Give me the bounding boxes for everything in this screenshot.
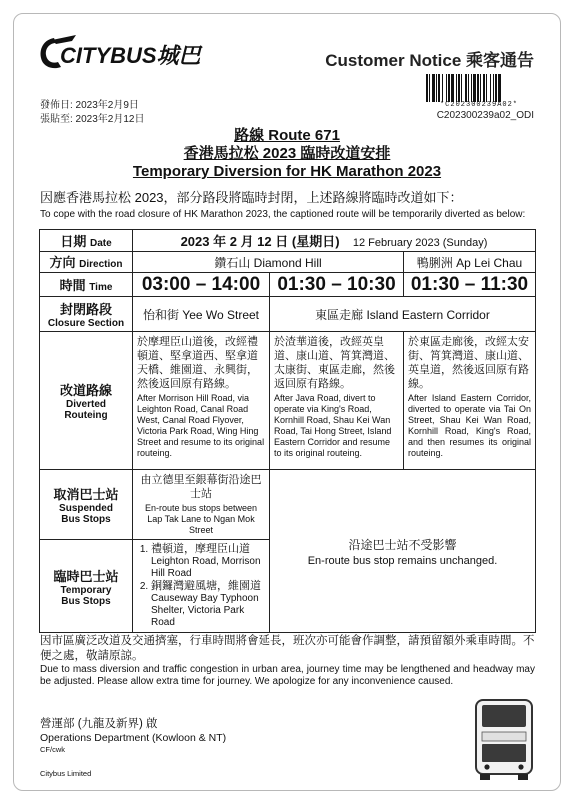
company-name: Citybus Limited [40,769,92,778]
date-value: 2023 年 2 月 12 日 (星期日) 12 February 2023 (Sunday) [133,230,536,252]
temporary-stop-item: 1. 禮頓道，摩理臣山道 Leighton Road, Morrison Hill Road [151,543,265,580]
date-label: 日期 Date [40,230,133,252]
time-row [40,273,536,297]
time-label: 時間 Time [40,273,133,297]
suspended-stops: 由立德里至銀幕街沿途巴士站 En-route bus stops between Lap Tak Lane to Ngan Mok Street [133,470,270,540]
diverted-route-3: 於東區走廊後，改經太安街、筲箕灣道、康山道、英皇道，然後返回原有路線。 After Island Eastern Corridor, diverted to operate via Tai On Street, Shau Kei Wan Road, Kornhill Road, King's Road, and then resumes its original routeing. [404,332,536,470]
diverted-route-1: 於摩理臣山道後，改經禮頓道、堅拿道西、堅拿道天橋、維園道、永興街，然後返回原有路線。 After Morrison Hill Road, via Leighton Road, Canal Road West, Canal Road Flyover, Victoria Park Road, Wing Hing Street and resume to its original routeing. [133,332,270,470]
route-title: 路線 Route 671 [234,127,340,144]
direction-label: 方向 Direction [40,252,133,273]
reference-code: CF/cwk [40,745,65,754]
barcode-icon [425,74,533,102]
date-row [40,230,536,252]
barcode-text: *C202300239A02* [439,101,518,109]
closure-yee-wo-street: 怡和街 Yee Wo Street [133,297,270,332]
title-en: Temporary Diversion for HK Marathon 2023 [132,163,442,180]
post-date: 張貼至: 2023年2月12日 [40,114,145,125]
temporary-label: 臨時巴士站 Temporary Bus Stops [40,540,133,633]
department-en: Operations Department (Kowloon & NT) [40,732,227,744]
issue-date: 發佈日: 2023年2月9日 [40,100,139,111]
notice-title: Customer Notice 乘客通告 [325,51,534,70]
closure-label: 封閉路段 Closure Section [40,297,133,332]
title-zh: 香港馬拉松 2023 臨時改道安排 [183,145,391,162]
time-slot-3: 01:30 – 11:30 [404,273,536,297]
diverted-route-2: 於渣華道後，改經英皇道、康山道、筲箕灣道、太康街、東區走廊，然後返回原有路線。 After Java Road, divert to operate via King's Road, Kornhill Road, Shau Kei Wan Road, Tai Hong Street, Island Eastern Corridor and resume to its original routeing. [270,332,404,470]
reference-number: C202300239a02_ODI [436,110,534,121]
time-slot-2: 01:30 – 10:30 [270,273,404,297]
closure-row [40,297,536,332]
temporary-stops [133,540,270,633]
direction-row [40,252,536,273]
suspended-label: 取消巴士站 Suspended Bus Stops [40,470,133,540]
diverted-row [40,332,536,470]
suspended-row [40,470,536,540]
title-block [40,127,534,181]
direction-diamond-hill: 鑽石山 Diamond Hill [133,252,404,273]
temporary-stop-item: 2. 銅鑼灣避風塘，維園道 Causeway Bay Typhoon Shelter, Victoria Park Road [151,580,265,629]
intro-en: To cope with the road closure of HK Marathon 2023, the captioned route will be temporarily diverted as below: [40,209,526,220]
bus-icon [470,694,538,782]
diverted-label: 改道路線 Diverted Routeing [40,332,133,470]
time-slot-1: 03:00 – 14:00 [133,273,270,297]
unaffected-stops: 沿途巴士站不受影響 En-route bus stop remains unchanged. [270,470,536,633]
logo-text: CITYBUS城巴 [60,43,201,68]
footer-note-en: Due to mass diversion and traffic congestion in urban area, journey time may be lengthened and headway may be adjusted. Please allow extra time for journey. We apologize for any inconvenience caused. [40,664,535,687]
diversion-table [39,229,536,633]
direction-ap-lei-chau: 鴨脷洲 Ap Lei Chau [404,252,536,273]
temporary-stop-list [137,543,265,629]
footer-note-zh: 因市區廣泛改道及交通擠塞，行車時間將會延長，班次亦可能會作調整，請預留額外乘車時間。不便之處，敬請原諒。 [40,635,535,662]
intro-zh: 因應香港馬拉松 2023，部分路段將臨時封閉，上述路線將臨時改道如下： [40,190,463,205]
citybus-logo [36,34,226,72]
department-zh: 營運部 (九龍及新界) 啟 [40,718,158,730]
closure-island-eastern-corridor: 東區走廊 Island Eastern Corridor [270,297,536,332]
